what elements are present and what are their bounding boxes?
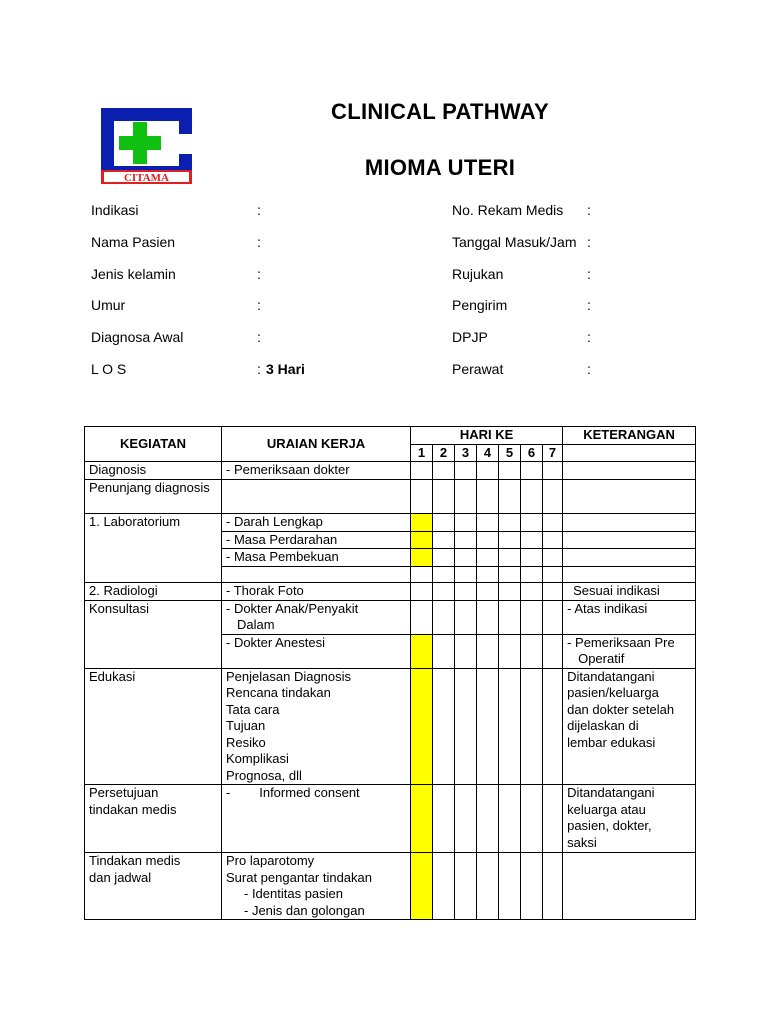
day-1-marker (411, 668, 433, 785)
info-value-los: 3 Hari (266, 361, 305, 377)
keterangan-cell: - Atas indikasi (563, 600, 696, 634)
header-keterangan: KETERANGAN (563, 427, 696, 445)
kegiatan-cell: Konsultasi (85, 600, 222, 668)
table-row (85, 785, 696, 853)
header-hari-ke: HARI KE (411, 427, 563, 445)
day-6: 6 (521, 444, 543, 462)
header-row (85, 427, 696, 445)
info-label-no-rekam-medis: No. Rekam Medis (452, 202, 564, 218)
day-1-marker (411, 853, 433, 920)
uraian-cell: - Darah Lengkap (222, 514, 411, 532)
uraian-cell: Pro laparotomy Surat pengantar tindakan - Identitas pasien - Jenis dan golongan (222, 853, 411, 920)
table-row (85, 600, 696, 634)
table-row (85, 668, 696, 785)
kegiatan-cell: Tindakan medis dan jadwal (85, 853, 222, 920)
info-label-perawat: Perawat (452, 361, 504, 377)
info-label-dpjp: DPJP (452, 329, 488, 345)
day-1-marker (411, 634, 433, 668)
kegiatan-cell: Penunjang diagnosis (85, 480, 222, 514)
table-row (85, 853, 696, 920)
info-label-nama-pasien: Nama Pasien (91, 234, 176, 250)
day-1: 1 (411, 444, 433, 462)
day-1-marker (411, 531, 433, 549)
table-row (85, 514, 696, 532)
keterangan-cell: Ditandatangani keluarga atau pasien, dokter, saksi (563, 785, 696, 853)
keterangan-cell: Ditandatangani pasien/keluarga dan dokter setelah dijelaskan di lembar edukasi (563, 668, 696, 785)
day-5: 5 (499, 444, 521, 462)
day-4: 4 (477, 444, 499, 462)
uraian-cell: - Masa Perdarahan (222, 531, 411, 549)
info-label-jenis-kelamin: Jenis kelamin (91, 266, 176, 282)
header-kegiatan: KEGIATAN (85, 427, 222, 462)
info-label-tanggal-masuk: Tanggal Masuk/Jam (452, 234, 577, 250)
info-label-rujukan: Rujukan (452, 266, 504, 282)
uraian-cell: - Dokter Anak/Penyakit Dalam (222, 600, 411, 634)
day-2: 2 (433, 444, 455, 462)
keterangan-cell: - Pemeriksaan Pre Operatif (563, 634, 696, 668)
uraian-cell: - Thorak Foto (222, 582, 411, 600)
day-1-marker (411, 785, 433, 853)
kegiatan-cell: 2. Radiologi (85, 582, 222, 600)
kegiatan-cell: Edukasi (85, 668, 222, 785)
clinical-pathway-table (84, 426, 696, 920)
uraian-cell: - Dokter Anestesi (222, 634, 411, 668)
day-1-marker (411, 514, 433, 532)
uraian-cell: - Pemeriksaan dokter (222, 462, 411, 480)
kegiatan-cell: Diagnosis (85, 462, 222, 480)
table-row (85, 462, 696, 480)
info-label-los: L O S (91, 361, 127, 377)
header-uraian-kerja: URAIAN KERJA (222, 427, 411, 462)
day-7: 7 (543, 444, 563, 462)
page-title: CLINICAL PATHWAY (331, 99, 549, 124)
keterangan-cell: Sesuai indikasi (563, 582, 696, 600)
citama-logo (97, 104, 196, 186)
table-row (85, 582, 696, 600)
table-row (85, 480, 696, 514)
info-label-diagnosa-awal: Diagnosa Awal (91, 329, 184, 345)
day-1-marker (411, 549, 433, 567)
kegiatan-cell: Persetujuan tindakan medis (85, 785, 222, 853)
uraian-cell: - Informed consent (222, 785, 411, 853)
info-label-umur: Umur (91, 297, 126, 313)
info-label-indikasi: Indikasi (91, 202, 139, 218)
uraian-cell: - Masa Pembekuan (222, 549, 411, 567)
day-3: 3 (455, 444, 477, 462)
info-label-pengirim: Pengirim (452, 297, 508, 313)
uraian-cell: Penjelasan Diagnosis Rencana tindakan Tata cara Tujuan Resiko Komplikasi Prognosa, dll (222, 668, 411, 785)
kegiatan-cell: 1. Laboratorium (85, 514, 222, 583)
logo-text: CITAMA (123, 172, 170, 184)
keterangan-sub-cell (563, 444, 696, 462)
page-subtitle: MIOMA UTERI (364, 155, 516, 180)
